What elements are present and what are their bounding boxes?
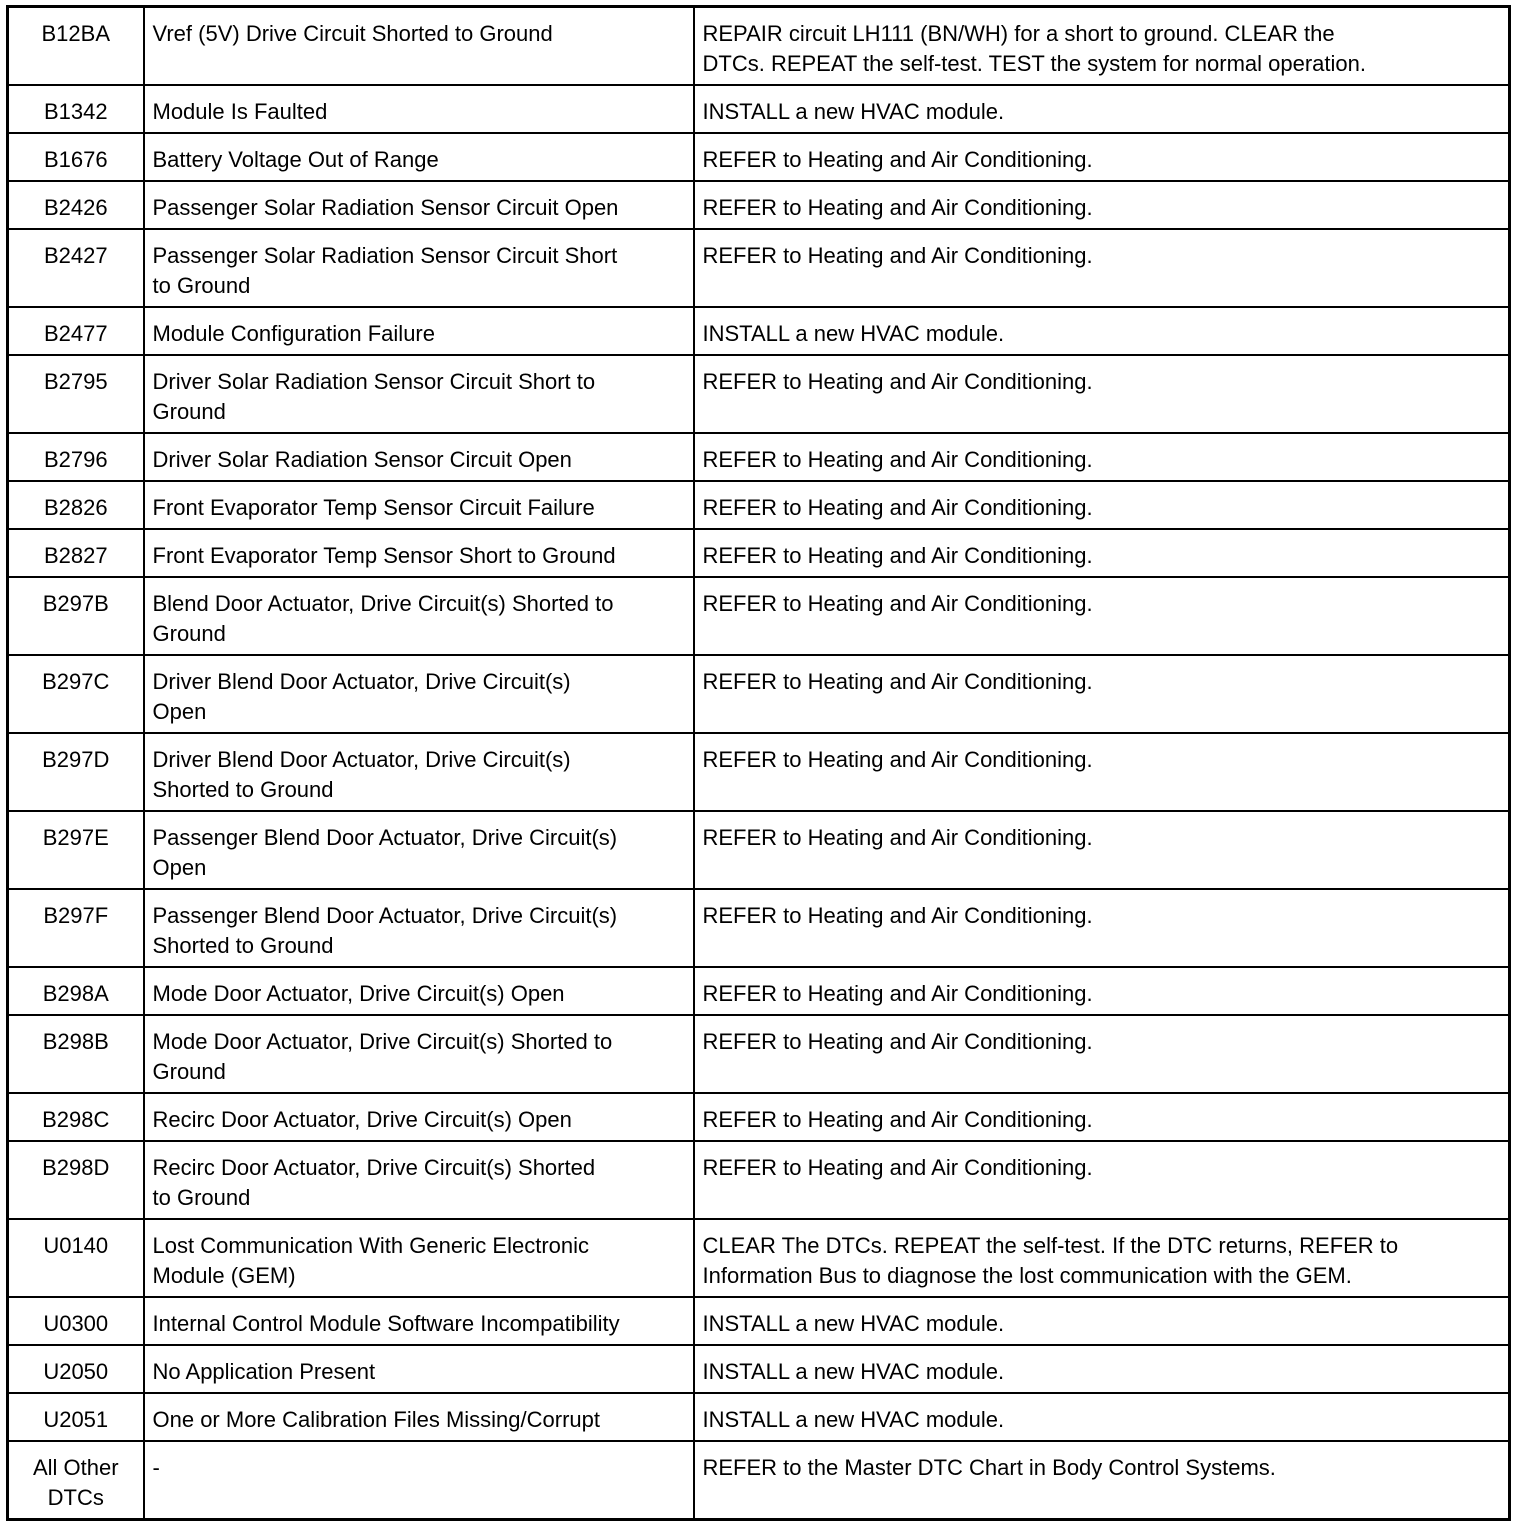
dtc-action-cell: REPAIR circuit LH111 (BN/WH) for a short to ground. CLEAR the DTCs. REPEAT the self-test. TEST the system for normal operation.: [694, 7, 1510, 86]
dtc-description-cell: One or More Calibration Files Missing/Corrupt: [144, 1393, 694, 1441]
table-row: [8, 655, 1510, 733]
dtc-description-cell: Recirc Door Actuator, Drive Circuit(s) Open: [144, 1093, 694, 1141]
table-row: [8, 1441, 1510, 1520]
dtc-description-cell: Front Evaporator Temp Sensor Short to Ground: [144, 529, 694, 577]
dtc-description-cell: Driver Solar Radiation Sensor Circuit Short to Ground: [144, 355, 694, 433]
table-row: [8, 529, 1510, 577]
dtc-code-cell: U2051: [8, 1393, 144, 1441]
table-row: [8, 967, 1510, 1015]
dtc-description-cell: Driver Blend Door Actuator, Drive Circuit(s) Shorted to Ground: [144, 733, 694, 811]
dtc-table-body: [8, 7, 1510, 1520]
dtc-code-cell: U2050: [8, 1345, 144, 1393]
dtc-action-cell: REFER to Heating and Air Conditioning.: [694, 811, 1510, 889]
table-row: [8, 1141, 1510, 1219]
table-row: [8, 229, 1510, 307]
table-row: [8, 889, 1510, 967]
dtc-code-cell: B2426: [8, 181, 144, 229]
dtc-action-cell: REFER to Heating and Air Conditioning.: [694, 355, 1510, 433]
dtc-action-cell: INSTALL a new HVAC module.: [694, 85, 1510, 133]
table-row: [8, 7, 1510, 86]
dtc-code-cell: B297D: [8, 733, 144, 811]
dtc-action-cell: REFER to the Master DTC Chart in Body Control Systems.: [694, 1441, 1510, 1520]
dtc-code-cell: B1342: [8, 85, 144, 133]
dtc-code-cell: B297E: [8, 811, 144, 889]
dtc-description-cell: Blend Door Actuator, Drive Circuit(s) Shorted to Ground: [144, 577, 694, 655]
dtc-description-cell: -: [144, 1441, 694, 1520]
table-row: [8, 1345, 1510, 1393]
dtc-code-cell: U0300: [8, 1297, 144, 1345]
table-row: [8, 433, 1510, 481]
table-row: [8, 1015, 1510, 1093]
dtc-code-cell: B298D: [8, 1141, 144, 1219]
dtc-action-cell: REFER to Heating and Air Conditioning.: [694, 481, 1510, 529]
dtc-description-cell: Vref (5V) Drive Circuit Shorted to Ground: [144, 7, 694, 86]
dtc-code-cell: B2827: [8, 529, 144, 577]
table-row: [8, 355, 1510, 433]
dtc-action-cell: REFER to Heating and Air Conditioning.: [694, 889, 1510, 967]
dtc-code-cell: B298B: [8, 1015, 144, 1093]
table-row: [8, 85, 1510, 133]
dtc-action-cell: REFER to Heating and Air Conditioning.: [694, 967, 1510, 1015]
dtc-code-cell: B2796: [8, 433, 144, 481]
dtc-description-cell: Passenger Solar Radiation Sensor Circuit Open: [144, 181, 694, 229]
dtc-description-cell: Driver Solar Radiation Sensor Circuit Open: [144, 433, 694, 481]
dtc-action-cell: INSTALL a new HVAC module.: [694, 1345, 1510, 1393]
dtc-code-cell: B297C: [8, 655, 144, 733]
dtc-code-cell: B2795: [8, 355, 144, 433]
dtc-description-cell: Driver Blend Door Actuator, Drive Circuit(s) Open: [144, 655, 694, 733]
table-row: [8, 1393, 1510, 1441]
dtc-description-cell: Mode Door Actuator, Drive Circuit(s) Shorted to Ground: [144, 1015, 694, 1093]
dtc-description-cell: Passenger Blend Door Actuator, Drive Circuit(s) Shorted to Ground: [144, 889, 694, 967]
table-row: [8, 133, 1510, 181]
dtc-table: [6, 5, 1511, 1521]
dtc-action-cell: INSTALL a new HVAC module.: [694, 1393, 1510, 1441]
dtc-description-cell: Module Configuration Failure: [144, 307, 694, 355]
dtc-code-cell: B1676: [8, 133, 144, 181]
dtc-action-cell: REFER to Heating and Air Conditioning.: [694, 1015, 1510, 1093]
dtc-description-cell: Front Evaporator Temp Sensor Circuit Failure: [144, 481, 694, 529]
dtc-code-cell: B297B: [8, 577, 144, 655]
dtc-description-cell: Internal Control Module Software Incompatibility: [144, 1297, 694, 1345]
dtc-action-cell: REFER to Heating and Air Conditioning.: [694, 733, 1510, 811]
dtc-code-cell: B2477: [8, 307, 144, 355]
dtc-code-cell: All Other DTCs: [8, 1441, 144, 1520]
dtc-action-cell: REFER to Heating and Air Conditioning.: [694, 433, 1510, 481]
dtc-code-cell: B298C: [8, 1093, 144, 1141]
dtc-action-cell: CLEAR The DTCs. REPEAT the self-test. If the DTC returns, REFER to Information Bus to diagnose the lost communication with the GEM.: [694, 1219, 1510, 1297]
dtc-action-cell: REFER to Heating and Air Conditioning.: [694, 229, 1510, 307]
dtc-description-cell: Passenger Blend Door Actuator, Drive Circuit(s) Open: [144, 811, 694, 889]
dtc-action-cell: REFER to Heating and Air Conditioning.: [694, 577, 1510, 655]
dtc-description-cell: Module Is Faulted: [144, 85, 694, 133]
table-row: [8, 577, 1510, 655]
dtc-action-cell: REFER to Heating and Air Conditioning.: [694, 1093, 1510, 1141]
dtc-action-cell: REFER to Heating and Air Conditioning.: [694, 133, 1510, 181]
dtc-description-cell: Battery Voltage Out of Range: [144, 133, 694, 181]
table-row: [8, 733, 1510, 811]
dtc-code-cell: B2427: [8, 229, 144, 307]
table-row: [8, 481, 1510, 529]
dtc-action-cell: INSTALL a new HVAC module.: [694, 1297, 1510, 1345]
table-row: [8, 1093, 1510, 1141]
dtc-code-cell: B298A: [8, 967, 144, 1015]
dtc-action-cell: REFER to Heating and Air Conditioning.: [694, 1141, 1510, 1219]
dtc-description-cell: No Application Present: [144, 1345, 694, 1393]
dtc-action-cell: REFER to Heating and Air Conditioning.: [694, 529, 1510, 577]
dtc-description-cell: Passenger Solar Radiation Sensor Circuit Short to Ground: [144, 229, 694, 307]
dtc-code-cell: U0140: [8, 1219, 144, 1297]
table-row: [8, 1297, 1510, 1345]
dtc-code-cell: B2826: [8, 481, 144, 529]
dtc-code-cell: B12BA: [8, 7, 144, 86]
dtc-action-cell: REFER to Heating and Air Conditioning.: [694, 181, 1510, 229]
table-row: [8, 181, 1510, 229]
table-row: [8, 307, 1510, 355]
dtc-code-cell: B297F: [8, 889, 144, 967]
dtc-description-cell: Mode Door Actuator, Drive Circuit(s) Open: [144, 967, 694, 1015]
dtc-description-cell: Lost Communication With Generic Electronic Module (GEM): [144, 1219, 694, 1297]
table-row: [8, 811, 1510, 889]
dtc-action-cell: INSTALL a new HVAC module.: [694, 307, 1510, 355]
dtc-description-cell: Recirc Door Actuator, Drive Circuit(s) Shorted to Ground: [144, 1141, 694, 1219]
table-row: [8, 1219, 1510, 1297]
dtc-action-cell: REFER to Heating and Air Conditioning.: [694, 655, 1510, 733]
